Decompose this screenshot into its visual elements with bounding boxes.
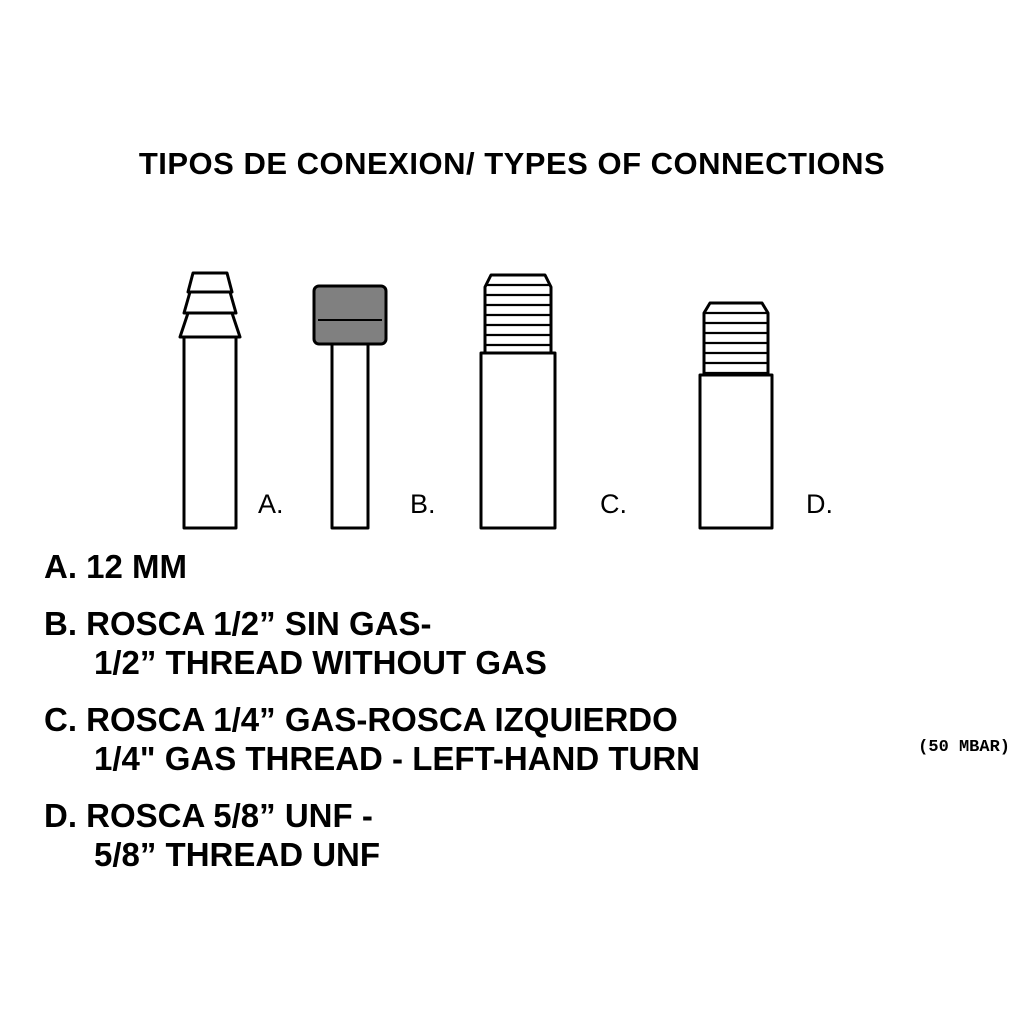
fitting-c	[473, 265, 563, 530]
fitting-label-d: D.	[806, 489, 833, 519]
legend-item-a-line1: A. 12 MM	[44, 548, 188, 585]
legend-item-b	[44, 605, 1004, 683]
fitting-a-graphic	[170, 265, 250, 530]
fitting-d	[690, 295, 780, 530]
fitting-label-a: A.	[258, 489, 284, 519]
fitting-b-graphic	[310, 280, 390, 530]
legend-item-b-line2: 1/2” THREAD WITHOUT GAS	[94, 643, 547, 681]
legend-item-c-line1: C. ROSCA 1/4” GAS-ROSCA IZQUIERDO	[44, 700, 678, 738]
legend-item-d-line2: 5/8” THREAD UNF	[94, 835, 381, 873]
legend-item-c-line2: 1/4" GAS THREAD - LEFT-HAND TURN	[94, 739, 700, 777]
fitting-d-graphic	[690, 295, 780, 530]
legend-item-b-line1: B. ROSCA 1/2” SIN GAS-	[44, 604, 432, 642]
fitting-label-c: C.	[600, 489, 627, 519]
fitting-label-b: B.	[410, 489, 436, 519]
legend-item-c	[44, 701, 1004, 779]
legend-item-a	[44, 548, 1004, 587]
legend-list	[44, 548, 1004, 893]
page-title: TIPOS DE CONEXION/ TYPES OF CONNECTIONS	[138, 146, 886, 181]
legend-item-d	[44, 797, 1004, 875]
connections-diagram	[0, 250, 1024, 530]
pressure-note: (50 MBAR)	[918, 738, 1010, 757]
fitting-a	[170, 265, 250, 530]
fitting-c-graphic	[473, 265, 563, 530]
fitting-b	[310, 280, 390, 530]
legend-item-d-line1: D. ROSCA 5/8” UNF -	[44, 796, 373, 834]
